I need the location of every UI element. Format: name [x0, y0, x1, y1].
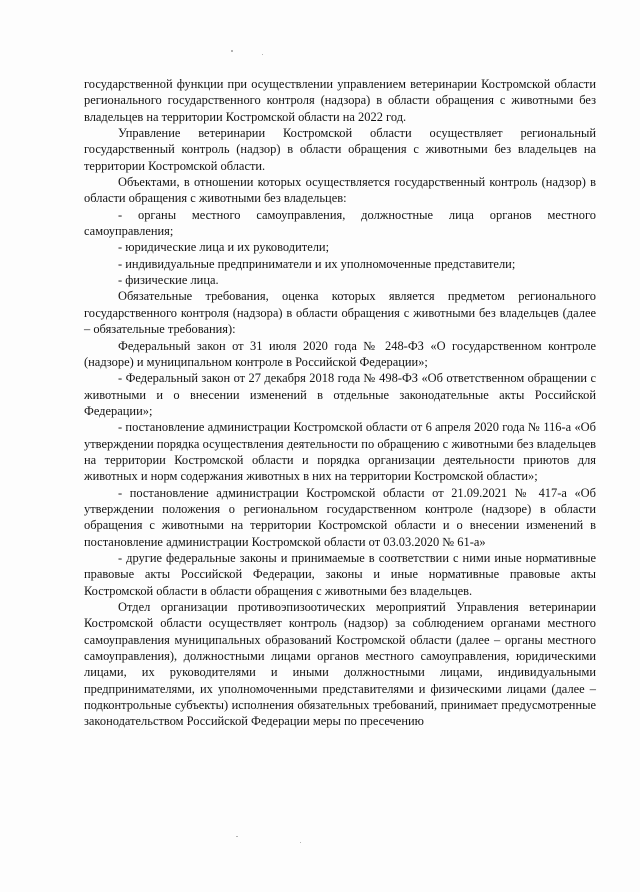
paragraph-2: Управление ветеринарии Костромской области осуществляет региональный государственный контроль (надзор) в области обращения с животными без владельцев на территории Костромской области.	[84, 126, 596, 173]
law-item-1: Федеральный закон от 31 июля 2020 года № 248-ФЗ «О государственном контроле (надзоре) и муниципальном контроле в Российской Федерации»;	[84, 338, 596, 369]
list-item-3: - индивидуальные предприниматели и их уполномоченные представители;	[118, 256, 516, 271]
law-item-4: - постановление администрации Костромской области от 21.09.2021 № 417-а «Об утверждении положения о региональном государственном контроле (надзоре) в области обращения с животными на территории Костромской области и о внесении изменений в постановление администрации Костромской области от 03.03.2020 № 61-а»	[84, 485, 596, 549]
scan-speck	[236, 836, 238, 837]
scan-speck	[300, 842, 301, 843]
paragraph-3: Объектами, в отношении которых осуществляется государственный контроль (надзор) в области обращения с животными без владельцев:	[84, 175, 596, 206]
paragraph-5: Отдел организации противоэпизоотических мероприятий Управления ветеринарии Костромской области осуществляет контроль (надзор) за соблюдением органами местного самоуправления муниципальных образований Костромской области (далее – органы местного самоуправления), должностными лицами органов местного самоуправления, юридическими лицами, их руководителями и иными должностными лицами, индивидуальными предпринимателями, их уполномоченными представителями и физическими лицами (далее – подконтрольные субъекты) исполнения обязательных требований, принимает предусмотренные законодательством Российской Федерации меры по пресечению	[84, 600, 596, 729]
list-item-1: - органы местного самоуправления, должностные лица органов местного самоуправления;	[84, 207, 596, 239]
paragraph-1: государственной функции при осуществлении управлением ветеринарии Костромской области регионального государственного контроля (надзора) в области обращения с животными без владельцев на территории Костромской области на 2022 год.	[84, 77, 596, 124]
law-item-3: - постановление администрации Костромской области от 6 апреля 2020 года № 116-а «Об утверждении порядка осуществления деятельности по обращению с животными без владельцев на территории Костромской области и порядка организации деятельности приютов для животных и норм содержания животных в них на территории Костромской области»;	[84, 420, 596, 484]
scan-speck	[262, 54, 263, 55]
law-item-5: - другие федеральные законы и принимаемые в соответствии с ними иные нормативные правовые акты Российской Федерации, законы и иные нормативные правовые акты Костромской области в области обращения с животными без владельцев.	[84, 550, 596, 598]
document-body	[84, 76, 596, 730]
list-item-2: - юридические лица и их руководители;	[118, 240, 330, 255]
law-item-2: - Федеральный закон от 27 декабря 2018 года № 498-ФЗ «Об ответственном обращении с животными и о внесении изменений в отдельные законодательные акты Российской Федерации»;	[84, 371, 596, 418]
scan-speck	[231, 50, 233, 52]
paragraph-4: Обязательные требования, оценка которых является предметом регионального государственного контроля (надзора) в области обращения с животными без владельцев (далее – обязательные требования):	[84, 289, 596, 337]
list-item-4: - физические лица.	[118, 273, 219, 288]
